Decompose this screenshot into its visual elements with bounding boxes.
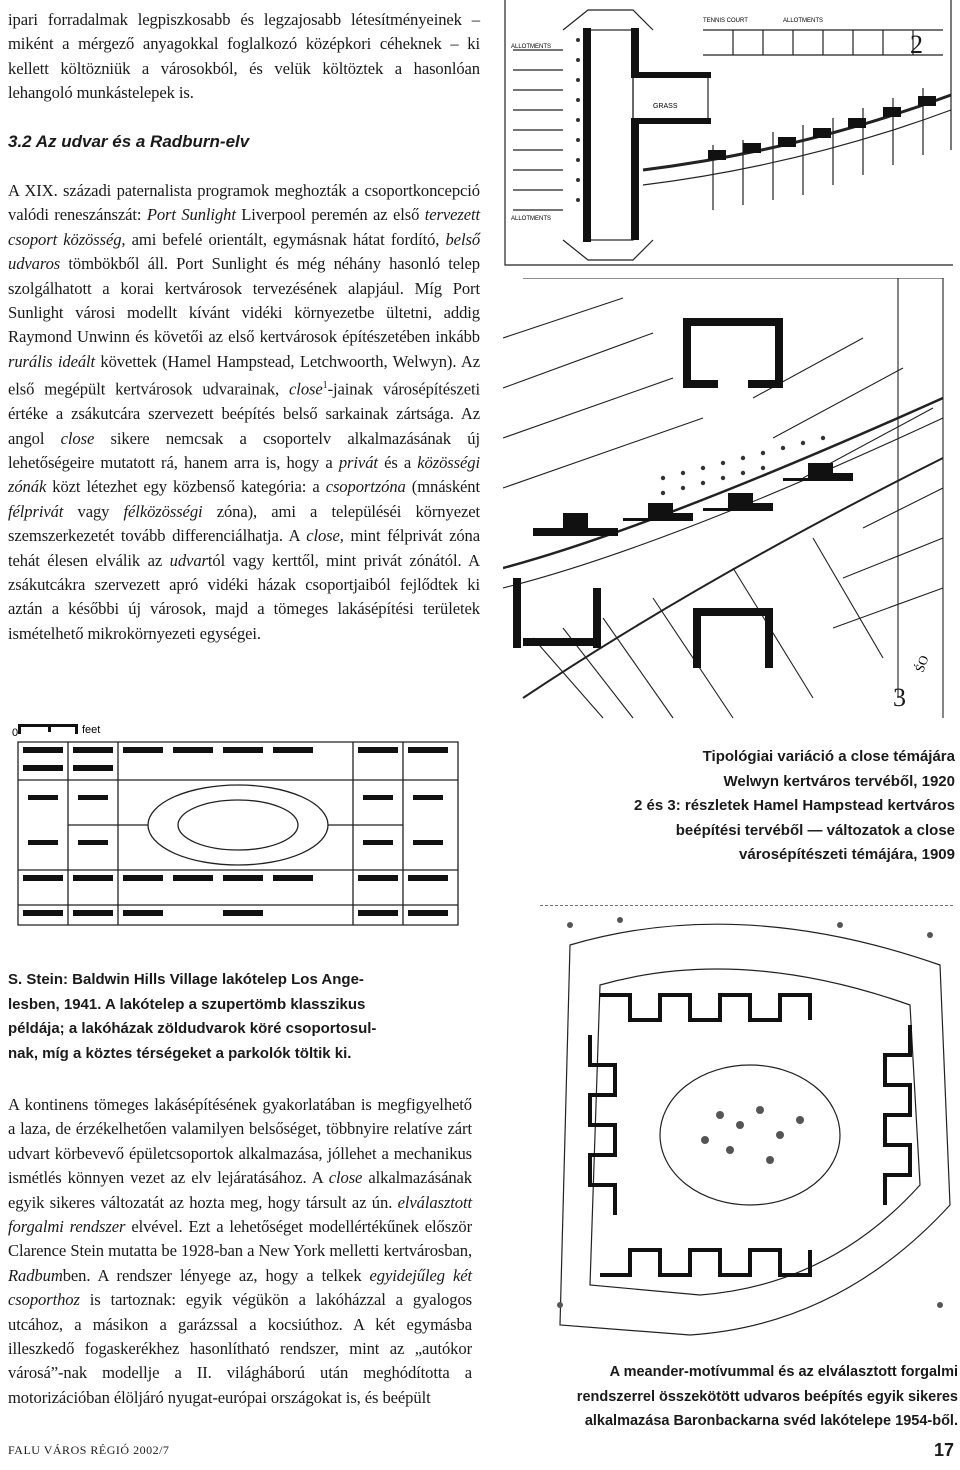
welwyn-plan	[8, 720, 470, 938]
welwyn-caption-line: Tipológiai variáció a close témájára	[702, 748, 955, 765]
baldwin-caption-line: nak, míg a köztes térségeket a parkolók töltik ki.	[8, 1044, 352, 1062]
main-paragraph: A XIX. századi paternalista programok meghozták a csoportkoncepció valódi reneszánszát: Port Sunlight Liverpool peremén az első tervezett csoport közösség, ami befelé orientált, egymásnak hátat fordító, belső udvaros tömbökből áll. Port Sunlight és még néhány hasonló telep szolgálhatott a korai kertvárosok tervezésének alapjául. Míg Port Sunlight városi modellt kívánt vidéki környezetbe ültetni, addig Raymond Unwinn és követői az első kertvárosok építészetében inkább rurális ideált követtek (Hamel Hampstead, Letchwoorth, Welwyn). Az első megépült kertvárosok udvarainak, close$^1$-jainak városépítészeti értéke a zsákutcára szervezett beépítés belső sarkainak zártsága. Az angol close sikere nemcsak a csoportelv alkalmazásának új lehetőségeire mutatott rá, hanem arra is, hogy a privát és a közösségi zónák közt létezhet egy közbenső kategória: a csoportzóna (mnásként félprivát vagy félközösségi zóna), ami a településéi környezet szemszerkezetét tovább differenciálhatja. A close, mint félprivát zóna tehát élesen elválik az udvartól vagy kerttől, mint privát zónától. A zsákutcákra szervezett apró vidéki házak csoportjaiból fejlődtek ki aztán a későbbi új városok, majd a tömeges lakásépítési területek ismételhető mikrokörnyezeti egységei.	[8, 181, 481, 643]
baronbackarna-caption-line: alkalmazása Baronbackarna svéd lakótelepe 1954-ből.	[584, 1413, 958, 1429]
figure-2-number: 2	[910, 30, 923, 59]
baronbackarna-plan-drawing	[540, 905, 955, 1345]
baronbackarna-caption	[496, 1360, 958, 1434]
scale-feet-label: feet	[82, 724, 101, 736]
scale-zero-label: 0	[12, 727, 19, 739]
bottom-paragraph: A kontinens tömeges lakásépítésének gyakorlatában is megfigyelhető a laza, de érzékelhetően valamilyen belsőséget, többnyire relatíve zárt udvart körbevevő épületcsoportok alkalmazása, jóllehet a mechanikus ismétlés könnyen vezet az elv lejáratásához. A close alkalmazásának egyik sikeres változatát az hozta meg, hogy társult az ún. elválasztott forgalmi rendszer elvével. Ezt a lehetőséget modellértékűnek először Clarence Stein mutatta be 1928-ban a New York melletti kertvárosban, Radbumben. A rendszer lényege az, hogy a telkek egyidejűleg két csoporthoz is tartoznak: egyik végükön a lakóházzal a gyalogos utcához, a másikon a garázssal a kocsiúthoz. A két egymásba illeszkedő fogaskerékhez hasonlítható rendszer, mint az „autókor városá”-nak modellje a II. világháború után meghódította a motorizációban élöljáró nyugat-európai országokat is, és beépült	[8, 1095, 472, 1407]
baldwin-caption-line: lesben, 1941. A lakótelep a szupertömb klasszikus	[8, 995, 366, 1013]
baronbackarna-caption-line: A meander-motívummal és az elválasztott forgalmi	[609, 1364, 958, 1380]
baronbackarna-plan	[540, 905, 955, 1345]
grass-label: GRASS	[653, 103, 678, 110]
tennis-court-label: TENNIS COURT	[703, 18, 748, 24]
figure-2-plan	[503, 0, 955, 268]
welwyn-caption-line: 2 és 3: részletek Hamel Hampstead kertváros	[633, 797, 955, 814]
welwyn-caption-line: városépítészeti témájára, 1909	[739, 846, 955, 863]
corner-mark-label: ŚO	[911, 653, 932, 675]
baldwin-caption-line: példája; a lakóházak zöldudvarok köré csoportosul-	[8, 1020, 377, 1037]
intro-paragraph: ipari forradalmak legpiszkosabb és legzajosabb létesítményeinek – miként a mérgező anyagokkal foglalkozó középkori céheknek – ki kellett költözniük a városokból, és velük költöztek a hasonlóan lehangoló munkástelepek is.	[8, 10, 480, 103]
figure-3-plan	[503, 278, 955, 723]
welwyn-caption-line: Welwyn kertváros tervéből, 1920	[723, 772, 955, 790]
welwyn-caption-line: beépítési tervéből — változatok a close	[675, 821, 955, 839]
journal-footer: FALU VÁROS RÉGIÓ 2002/7	[8, 1443, 170, 1457]
hampstead-detail-drawing	[503, 278, 955, 723]
baldwin-caption	[8, 968, 478, 1066]
allotments-lower-label: ALLOTMENTS	[511, 216, 552, 222]
allotments-right-label: ALLOTMENTS	[783, 18, 824, 24]
allotments-left-label: ALLOTMENTS	[511, 44, 552, 50]
figure-3-number: 3	[893, 683, 906, 712]
welwyn-plan-drawing	[8, 720, 470, 938]
page-number: 17	[933, 1440, 954, 1460]
baldwin-caption-line: S. Stein: Baldwin Hills Village lakótelep Los Ange-	[8, 971, 364, 988]
section-heading: 3.2 Az udvar és a Radburn-elv	[8, 132, 250, 151]
close-site-plan-drawing	[503, 0, 955, 268]
baronbackarna-caption-line: rendszerrel összekötött udvaros beépítés egyik sikeres	[576, 1388, 958, 1405]
welwyn-caption	[500, 745, 955, 868]
